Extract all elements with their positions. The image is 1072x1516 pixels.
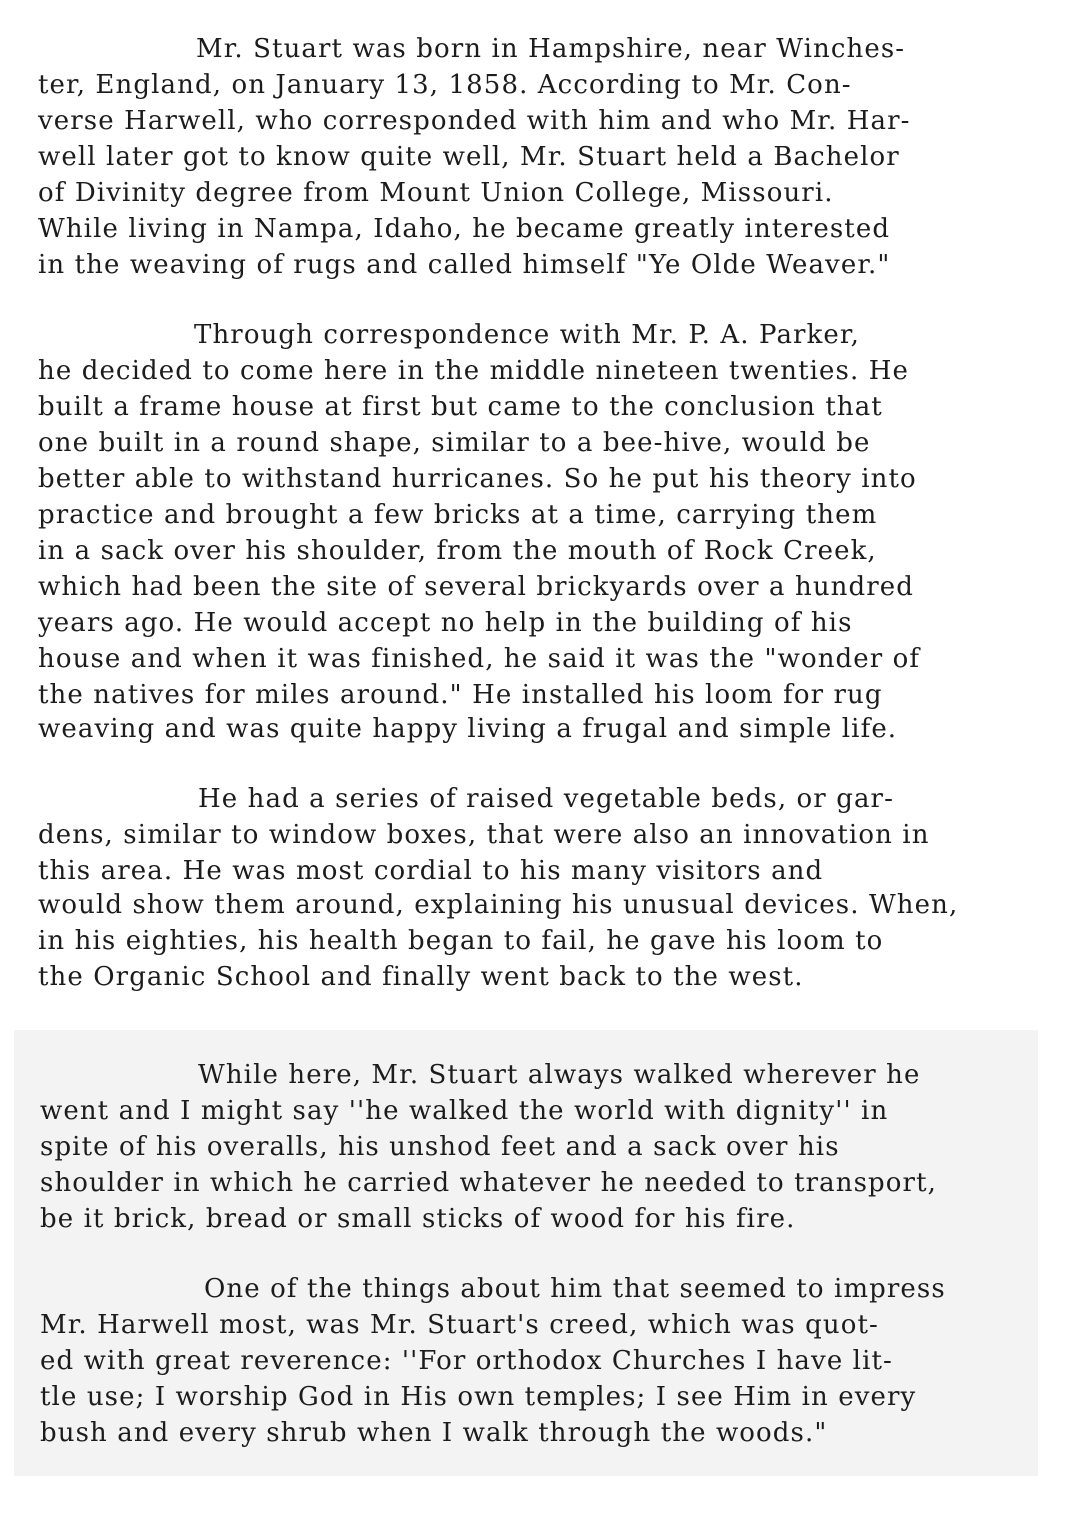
paragraph-3-line-5: in his eighties, his health began to fail, he gave his loom to (38, 926, 884, 956)
paragraph-3-line-4: would show them around, explaining his unusual devices. When, (38, 890, 959, 920)
paragraph-2-line-8: which had been the site of several brickyards over a hundred (38, 572, 915, 602)
paragraph-5-line-5: bush and every shrub when I walk through the woods." (40, 1418, 828, 1448)
paragraph-2-line-1: Through correspondence with Mr. P. A. Parker, (194, 320, 860, 350)
paragraph-2-line-6: practice and brought a few bricks at a time, carrying them (38, 500, 878, 530)
paragraph-1-line-4: well later got to know quite well, Mr. Stuart held a Bachelor (38, 142, 900, 172)
paragraph-1-line-7: in the weaving of rugs and called himself "Ye Olde Weaver." (38, 250, 891, 280)
paragraph-2-line-10: house and when it was finished, he said it was the "wonder of (38, 644, 921, 674)
paragraph-2-line-11: the natives for miles around." He installed his loom for rug (38, 680, 883, 710)
paragraph-3-line-3: this area. He was most cordial to his many visitors and (38, 856, 824, 886)
paragraph-5-line-3: ed with great reverence: ''For orthodox Churches I have lit- (40, 1346, 893, 1376)
paragraph-2-line-3: built a frame house at first but came to the conclusion that (38, 392, 883, 422)
paragraph-1-line-3: verse Harwell, who corresponded with him and who Mr. Har- (38, 106, 911, 136)
paragraph-5-line-4: tle use; I worship God in His own temples; I see Him in every (40, 1382, 917, 1412)
paragraph-2-line-5: better able to withstand hurricanes. So he put his theory into (38, 464, 917, 494)
paragraph-1-line-6: While living in Nampa, Idaho, he became greatly interested (38, 214, 891, 244)
paragraph-5-line-2: Mr. Harwell most, was Mr. Stuart's creed, which was quot- (40, 1310, 879, 1340)
paragraph-2-line-12: weaving and was quite happy living a frugal and simple life. (38, 714, 898, 744)
paragraph-1-line-1: Mr. Stuart was born in Hampshire, near Winches- (196, 34, 906, 64)
paragraph-3-line-1: He had a series of raised vegetable beds, or gar- (198, 784, 894, 814)
paragraph-4-line-5: be it brick, bread or small sticks of wood for his fire. (40, 1204, 796, 1234)
paragraph-2-line-2: he decided to come here in the middle nineteen twenties. He (38, 356, 909, 386)
paragraph-1-line-2: ter, England, on January 13, 1858. According to Mr. Con- (38, 70, 852, 100)
paragraph-2-line-9: years ago. He would accept no help in the building of his (38, 608, 853, 638)
paragraph-2-line-4: one built in a round shape, similar to a bee-hive, would be (38, 428, 871, 458)
paragraph-3-line-2: dens, similar to window boxes, that were also an innovation in (38, 820, 930, 850)
paragraph-4-line-3: spite of his overalls, his unshod feet and a sack over his (40, 1132, 840, 1162)
paragraph-3-line-6: the Organic School and finally went back to the west. (38, 962, 804, 992)
paragraph-5-line-1: One of the things about him that seemed to impress (204, 1274, 946, 1304)
paragraph-4-line-4: shoulder in which he carried whatever he needed to transport, (40, 1168, 937, 1198)
paragraph-1-line-5: of Divinity degree from Mount Union College, Missouri. (38, 178, 834, 208)
paragraph-4-line-1: While here, Mr. Stuart always walked wherever he (198, 1060, 921, 1090)
paragraph-4-line-2: went and I might say ''he walked the world with dignity'' in (40, 1096, 889, 1126)
paragraph-2-line-7: in a sack over his shoulder, from the mouth of Rock Creek, (38, 536, 877, 566)
